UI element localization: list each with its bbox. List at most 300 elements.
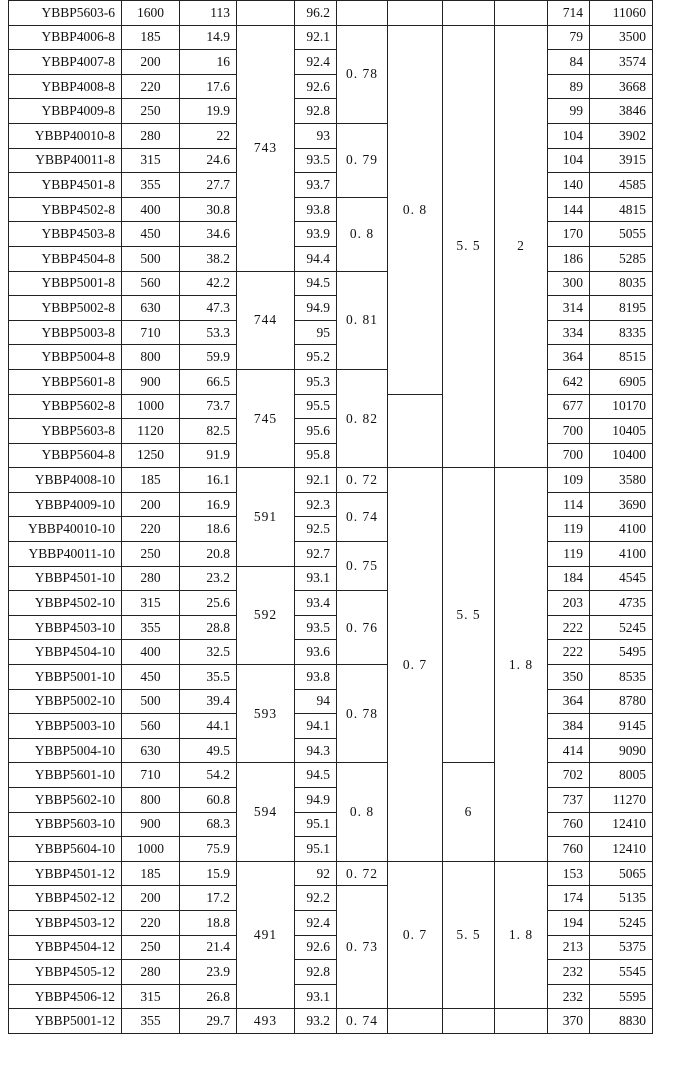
current-cell: 44.1: [180, 714, 237, 739]
power-cell: 185: [122, 468, 180, 493]
eff-cell: 92.4: [295, 50, 337, 75]
weight-cell: 3690: [590, 492, 653, 517]
c2-cell: 5. 5: [443, 468, 495, 763]
eff-cell: 94.5: [295, 271, 337, 296]
model-cell: YBBP4009-10: [9, 492, 122, 517]
table-row: [9, 566, 653, 591]
pf-cell: 0. 74: [337, 1009, 388, 1034]
power-cell: 1000: [122, 394, 180, 419]
eff-cell: 95: [295, 320, 337, 345]
c1-cell: 0. 8: [388, 25, 443, 394]
eff-cell: 95.6: [295, 419, 337, 444]
eff-cell: 92: [295, 861, 337, 886]
table-row: [9, 246, 653, 271]
weight-cell: 4545: [590, 566, 653, 591]
torque-cell: 700: [548, 419, 590, 444]
speed-cell: 491: [237, 861, 295, 1009]
torque-cell: 760: [548, 812, 590, 837]
table-row: [9, 542, 653, 567]
power-cell: 560: [122, 271, 180, 296]
weight-cell: 9090: [590, 738, 653, 763]
model-cell: YBBP4505-12: [9, 960, 122, 985]
model-cell: YBBP5001-10: [9, 665, 122, 690]
power-cell: 1120: [122, 419, 180, 444]
eff-cell: 96.2: [295, 1, 337, 26]
model-cell: YBBP4503-10: [9, 615, 122, 640]
model-cell: YBBP5603-8: [9, 419, 122, 444]
power-cell: 280: [122, 566, 180, 591]
weight-cell: 5245: [590, 615, 653, 640]
current-cell: 53.3: [180, 320, 237, 345]
current-cell: 60.8: [180, 788, 237, 813]
pf-cell: 0. 73: [337, 886, 388, 1009]
eff-cell: 93.5: [295, 615, 337, 640]
model-cell: YBBP5602-8: [9, 394, 122, 419]
model-cell: YBBP4008-10: [9, 468, 122, 493]
weight-cell: 3580: [590, 468, 653, 493]
torque-cell: 222: [548, 615, 590, 640]
power-cell: 560: [122, 714, 180, 739]
current-cell: 27.7: [180, 173, 237, 198]
power-cell: 630: [122, 738, 180, 763]
torque-cell: 84: [548, 50, 590, 75]
weight-cell: 8535: [590, 665, 653, 690]
table-row: [9, 763, 653, 788]
torque-cell: 702: [548, 763, 590, 788]
weight-cell: 5375: [590, 935, 653, 960]
weight-cell: 11270: [590, 788, 653, 813]
weight-cell: 5545: [590, 960, 653, 985]
eff-cell: 93.4: [295, 591, 337, 616]
torque-cell: 714: [548, 1, 590, 26]
weight-cell: 10400: [590, 443, 653, 468]
torque-cell: 114: [548, 492, 590, 517]
model-cell: YBBP5601-8: [9, 369, 122, 394]
current-cell: 16.9: [180, 492, 237, 517]
model-cell: YBBP4009-8: [9, 99, 122, 124]
table-row: [9, 788, 653, 813]
eff-cell: 93.1: [295, 984, 337, 1009]
power-cell: 220: [122, 74, 180, 99]
model-cell: YBBP4502-12: [9, 886, 122, 911]
model-cell: YBBP40010-8: [9, 123, 122, 148]
eff-cell: 95.5: [295, 394, 337, 419]
torque-cell: 642: [548, 369, 590, 394]
torque-cell: 104: [548, 148, 590, 173]
table-row: [9, 738, 653, 763]
current-cell: 28.8: [180, 615, 237, 640]
c2-cell: 5. 5: [443, 861, 495, 1009]
model-cell: YBBP4504-10: [9, 640, 122, 665]
eff-cell: 92.1: [295, 468, 337, 493]
weight-cell: 12410: [590, 837, 653, 862]
current-cell: 21.4: [180, 935, 237, 960]
weight-cell: 4815: [590, 197, 653, 222]
current-cell: 32.5: [180, 640, 237, 665]
table-row: [9, 74, 653, 99]
current-cell: 91.9: [180, 443, 237, 468]
power-cell: 450: [122, 222, 180, 247]
eff-cell: 93.7: [295, 173, 337, 198]
weight-cell: 3500: [590, 25, 653, 50]
model-cell: YBBP5001-12: [9, 1009, 122, 1034]
current-cell: 23.2: [180, 566, 237, 591]
table-row: [9, 591, 653, 616]
weight-cell: 8335: [590, 320, 653, 345]
torque-cell: 99: [548, 99, 590, 124]
torque-cell: 700: [548, 443, 590, 468]
power-cell: 220: [122, 910, 180, 935]
eff-cell: 95.8: [295, 443, 337, 468]
weight-cell: 8515: [590, 345, 653, 370]
table-row: [9, 148, 653, 173]
pf-cell: 0. 78: [337, 665, 388, 763]
c3-cell: [495, 1, 548, 26]
model-cell: YBBP5001-8: [9, 271, 122, 296]
speed-cell: 592: [237, 566, 295, 664]
table-row: [9, 419, 653, 444]
torque-cell: 170: [548, 222, 590, 247]
current-cell: 49.5: [180, 738, 237, 763]
current-cell: 14.9: [180, 25, 237, 50]
model-cell: YBBP5004-10: [9, 738, 122, 763]
current-cell: 35.5: [180, 665, 237, 690]
table-row: [9, 296, 653, 321]
torque-cell: 737: [548, 788, 590, 813]
weight-cell: 5595: [590, 984, 653, 1009]
torque-cell: 184: [548, 566, 590, 591]
weight-cell: 3668: [590, 74, 653, 99]
power-cell: 355: [122, 173, 180, 198]
weight-cell: 5495: [590, 640, 653, 665]
current-cell: 59.9: [180, 345, 237, 370]
torque-cell: 334: [548, 320, 590, 345]
power-cell: 800: [122, 345, 180, 370]
eff-cell: 94.3: [295, 738, 337, 763]
current-cell: 16: [180, 50, 237, 75]
table-row: [9, 443, 653, 468]
speed-cell: 493: [237, 1009, 295, 1034]
pf-cell: 0. 75: [337, 542, 388, 591]
current-cell: 75.9: [180, 837, 237, 862]
eff-cell: 94.4: [295, 246, 337, 271]
weight-cell: 5135: [590, 886, 653, 911]
current-cell: 38.2: [180, 246, 237, 271]
table-row: [9, 517, 653, 542]
motor-spec-table: [8, 0, 653, 1034]
pf-cell: 0. 82: [337, 369, 388, 467]
eff-cell: 92.5: [295, 517, 337, 542]
eff-cell: 94.9: [295, 296, 337, 321]
c2-cell: [443, 1, 495, 26]
torque-cell: 222: [548, 640, 590, 665]
current-cell: 20.8: [180, 542, 237, 567]
c3-cell: [495, 1009, 548, 1034]
current-cell: 18.8: [180, 910, 237, 935]
speed-cell: 594: [237, 763, 295, 861]
current-cell: 42.2: [180, 271, 237, 296]
table-row: [9, 689, 653, 714]
model-cell: YBBP5002-8: [9, 296, 122, 321]
power-cell: 250: [122, 542, 180, 567]
torque-cell: 384: [548, 714, 590, 739]
weight-cell: 3846: [590, 99, 653, 124]
model-cell: YBBP5604-10: [9, 837, 122, 862]
power-cell: 315: [122, 591, 180, 616]
speed-cell: 593: [237, 665, 295, 763]
current-cell: 54.2: [180, 763, 237, 788]
pf-cell: 0. 8: [337, 763, 388, 861]
table-row: [9, 886, 653, 911]
power-cell: 315: [122, 984, 180, 1009]
table-row: [9, 1, 653, 26]
model-cell: YBBP4503-12: [9, 910, 122, 935]
power-cell: 355: [122, 615, 180, 640]
pf-cell: [337, 1, 388, 26]
torque-cell: 232: [548, 960, 590, 985]
current-cell: 73.7: [180, 394, 237, 419]
model-cell: YBBP5604-8: [9, 443, 122, 468]
weight-cell: 4100: [590, 517, 653, 542]
current-cell: 18.6: [180, 517, 237, 542]
power-cell: 710: [122, 320, 180, 345]
table-row: [9, 173, 653, 198]
weight-cell: 6905: [590, 369, 653, 394]
c1-cell: 0. 7: [388, 468, 443, 862]
power-cell: 1250: [122, 443, 180, 468]
table-row: [9, 369, 653, 394]
speed-cell: 591: [237, 468, 295, 566]
weight-cell: 4735: [590, 591, 653, 616]
weight-cell: 10170: [590, 394, 653, 419]
table-row: [9, 123, 653, 148]
torque-cell: 203: [548, 591, 590, 616]
table-row: [9, 615, 653, 640]
power-cell: 185: [122, 861, 180, 886]
model-cell: YBBP5603-10: [9, 812, 122, 837]
torque-cell: 213: [548, 935, 590, 960]
eff-cell: 94.5: [295, 763, 337, 788]
eff-cell: 92.8: [295, 99, 337, 124]
pf-cell: 0. 79: [337, 123, 388, 197]
power-cell: 355: [122, 1009, 180, 1034]
model-cell: YBBP5603-6: [9, 1, 122, 26]
power-cell: 280: [122, 960, 180, 985]
table-row: [9, 812, 653, 837]
torque-cell: 186: [548, 246, 590, 271]
model-cell: YBBP5003-8: [9, 320, 122, 345]
weight-cell: 5055: [590, 222, 653, 247]
torque-cell: 350: [548, 665, 590, 690]
c3-cell: 1. 8: [495, 468, 548, 862]
table-row: [9, 837, 653, 862]
torque-cell: 109: [548, 468, 590, 493]
model-cell: YBBP4008-8: [9, 74, 122, 99]
power-cell: 900: [122, 812, 180, 837]
c2-cell: [443, 1009, 495, 1034]
model-cell: YBBP4504-8: [9, 246, 122, 271]
current-cell: 23.9: [180, 960, 237, 985]
current-cell: 25.6: [180, 591, 237, 616]
current-cell: 29.7: [180, 1009, 237, 1034]
c3-cell: 1. 8: [495, 861, 548, 1009]
power-cell: 315: [122, 148, 180, 173]
eff-cell: 93.8: [295, 665, 337, 690]
power-cell: 500: [122, 689, 180, 714]
current-cell: 24.6: [180, 148, 237, 173]
model-cell: YBBP5003-10: [9, 714, 122, 739]
c1-cell: 0. 7: [388, 861, 443, 1009]
torque-cell: 300: [548, 271, 590, 296]
model-cell: YBBP4007-8: [9, 50, 122, 75]
eff-cell: 95.1: [295, 837, 337, 862]
eff-cell: 92.6: [295, 935, 337, 960]
eff-cell: 92.8: [295, 960, 337, 985]
torque-cell: 370: [548, 1009, 590, 1034]
table-row: [9, 492, 653, 517]
eff-cell: 93.8: [295, 197, 337, 222]
power-cell: 400: [122, 640, 180, 665]
weight-cell: 5245: [590, 910, 653, 935]
eff-cell: 92.2: [295, 886, 337, 911]
power-cell: 1000: [122, 837, 180, 862]
table-row: [9, 222, 653, 247]
current-cell: 39.4: [180, 689, 237, 714]
speed-cell: [237, 1, 295, 26]
pf-cell: 0. 72: [337, 861, 388, 886]
c3-cell: 2: [495, 25, 548, 468]
current-cell: 16.1: [180, 468, 237, 493]
weight-cell: 8830: [590, 1009, 653, 1034]
eff-cell: 93.2: [295, 1009, 337, 1034]
eff-cell: 93.6: [295, 640, 337, 665]
eff-cell: 92.7: [295, 542, 337, 567]
eff-cell: 92.3: [295, 492, 337, 517]
weight-cell: 3915: [590, 148, 653, 173]
weight-cell: 8780: [590, 689, 653, 714]
power-cell: 200: [122, 492, 180, 517]
eff-cell: 93: [295, 123, 337, 148]
table-row: [9, 197, 653, 222]
weight-cell: 8035: [590, 271, 653, 296]
weight-cell: 4585: [590, 173, 653, 198]
c2-cell: 5. 5: [443, 25, 495, 468]
weight-cell: 5285: [590, 246, 653, 271]
table-row: [9, 640, 653, 665]
current-cell: 34.6: [180, 222, 237, 247]
torque-cell: 414: [548, 738, 590, 763]
table-row: [9, 345, 653, 370]
table-row: [9, 960, 653, 985]
torque-cell: 104: [548, 123, 590, 148]
current-cell: 30.8: [180, 197, 237, 222]
model-cell: YBBP5602-10: [9, 788, 122, 813]
c1-cell: [388, 394, 443, 468]
current-cell: 47.3: [180, 296, 237, 321]
current-cell: 19.9: [180, 99, 237, 124]
torque-cell: 677: [548, 394, 590, 419]
eff-cell: 95.2: [295, 345, 337, 370]
power-cell: 250: [122, 99, 180, 124]
current-cell: 22: [180, 123, 237, 148]
torque-cell: 144: [548, 197, 590, 222]
power-cell: 220: [122, 517, 180, 542]
model-cell: YBBP4501-8: [9, 173, 122, 198]
current-cell: 68.3: [180, 812, 237, 837]
eff-cell: 92.1: [295, 25, 337, 50]
pf-cell: 0. 76: [337, 591, 388, 665]
table-row: [9, 935, 653, 960]
eff-cell: 94: [295, 689, 337, 714]
model-cell: YBBP40011-10: [9, 542, 122, 567]
model-cell: YBBP4502-10: [9, 591, 122, 616]
pf-cell: 0. 81: [337, 271, 388, 369]
power-cell: 450: [122, 665, 180, 690]
power-cell: 400: [122, 197, 180, 222]
torque-cell: 364: [548, 345, 590, 370]
c1-cell: [388, 1, 443, 26]
torque-cell: 174: [548, 886, 590, 911]
eff-cell: 94.1: [295, 714, 337, 739]
current-cell: 113: [180, 1, 237, 26]
current-cell: 26.8: [180, 984, 237, 1009]
power-cell: 250: [122, 935, 180, 960]
torque-cell: 119: [548, 517, 590, 542]
current-cell: 15.9: [180, 861, 237, 886]
model-cell: YBBP4506-12: [9, 984, 122, 1009]
weight-cell: 12410: [590, 812, 653, 837]
weight-cell: 4100: [590, 542, 653, 567]
power-cell: 200: [122, 50, 180, 75]
table-row: [9, 50, 653, 75]
power-cell: 280: [122, 123, 180, 148]
pf-cell: 0. 72: [337, 468, 388, 493]
torque-cell: 760: [548, 837, 590, 862]
power-cell: 710: [122, 763, 180, 788]
power-cell: 900: [122, 369, 180, 394]
table-row: [9, 25, 653, 50]
model-cell: YBBP40010-10: [9, 517, 122, 542]
model-cell: YBBP4006-8: [9, 25, 122, 50]
torque-cell: 89: [548, 74, 590, 99]
torque-cell: 194: [548, 910, 590, 935]
table-row: [9, 271, 653, 296]
table-row: [9, 468, 653, 493]
eff-cell: 95.1: [295, 812, 337, 837]
eff-cell: 93.9: [295, 222, 337, 247]
eff-cell: 94.9: [295, 788, 337, 813]
c2-cell: 6: [443, 763, 495, 861]
weight-cell: 10405: [590, 419, 653, 444]
torque-cell: 140: [548, 173, 590, 198]
table-row: [9, 910, 653, 935]
table-row: [9, 394, 653, 419]
power-cell: 200: [122, 886, 180, 911]
weight-cell: 8195: [590, 296, 653, 321]
weight-cell: 9145: [590, 714, 653, 739]
model-cell: YBBP5601-10: [9, 763, 122, 788]
weight-cell: 3574: [590, 50, 653, 75]
model-cell: YBBP5004-8: [9, 345, 122, 370]
table-row: [9, 714, 653, 739]
table-row: [9, 320, 653, 345]
torque-cell: 232: [548, 984, 590, 1009]
current-cell: 17.2: [180, 886, 237, 911]
model-cell: YBBP5002-10: [9, 689, 122, 714]
power-cell: 630: [122, 296, 180, 321]
model-cell: YBBP4501-12: [9, 861, 122, 886]
torque-cell: 314: [548, 296, 590, 321]
